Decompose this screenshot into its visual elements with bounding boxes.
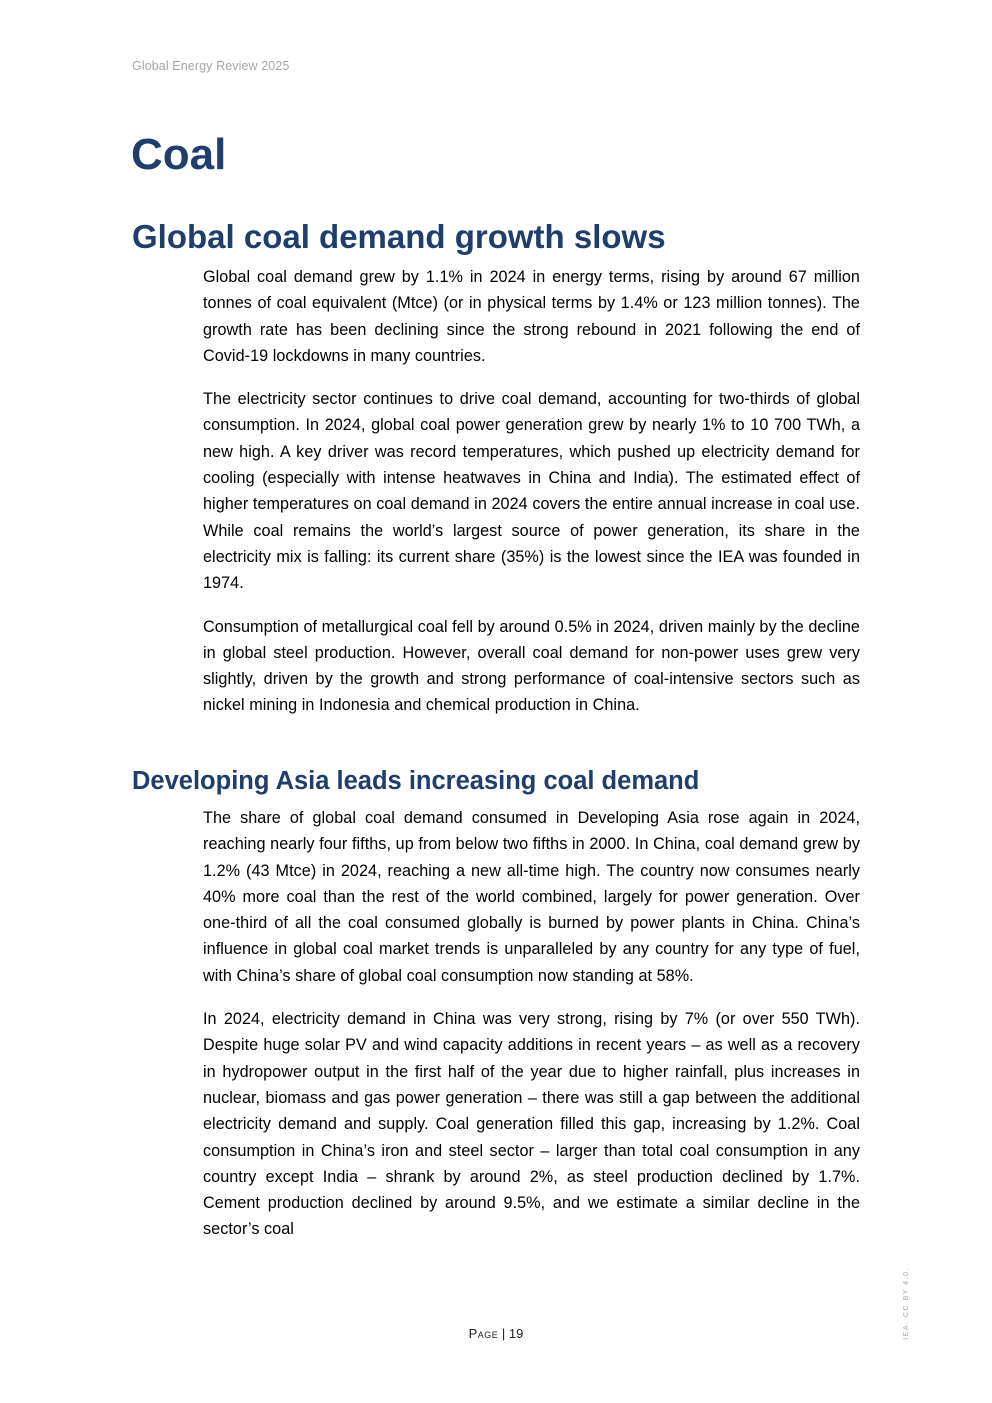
page-label: Page <box>468 1326 499 1341</box>
license-note: IEA. CC BY 4.0. <box>902 1267 910 1340</box>
section-global-coal-demand <box>132 216 860 736</box>
section-heading: Global coal demand growth slows <box>132 218 666 255</box>
paragraph: In 2024, electricity demand in China was very strong, rising by 7% (or over 550 TWh). Despite huge solar PV and wind capacity additions in recent years – as well as a recovery in hydropower output in the first half of the year due to higher rainfall, plus increases in nuclear, biomass and gas power generation – there was still a gap between the additional electricity demand and supply. Coal generation filled this gap, increasing by 1.2%. Coal consumption in China’s iron and steel sector – larger than total coal consumption in any country except India – shrank by around 2%, as steel production declined by 1.7%. Cement production declined by around 9.5%, and we estimate a similar decline in the sector’s coal <box>203 1010 860 1239</box>
chapter-title: Coal <box>131 130 227 179</box>
page-separator: | <box>501 1326 506 1341</box>
paragraph: The electricity sector continues to drive coal demand, accounting for two-thirds of global consumption. In 2024, global coal power generation grew by nearly 1% to 10 700 TWh, a new high. A key driver was record temperatures, which pushed up electricity demand for cooling (especially with intense heatwaves in China and India). The estimated effect of higher temperatures on coal demand in 2024 covers the entire annual increase in coal use. While coal remains the world’s largest source of power generation, its share in the electricity mix is falling: its current share (35%) is the lowest since the IEA was founded in 1974. <box>203 390 860 593</box>
section-body <box>203 805 860 1243</box>
page-number: 19 <box>508 1326 524 1341</box>
section-developing-asia <box>132 765 860 1260</box>
running-header: Global Energy Review 2025 <box>132 59 290 73</box>
paragraph: Global coal demand grew by 1.1% in 2024 in energy terms, rising by around 67 million tonnes of coal equivalent (Mtce) (or in physical terms by 1.4% or 123 million tonnes). The growth rate has been declining since the strong rebound in 2021 following the end of Covid-19 lockdowns in many countries. <box>203 268 860 365</box>
section-heading: Developing Asia leads increasing coal demand <box>132 767 700 795</box>
paragraph: Consumption of metallurgical coal fell by around 0.5% in 2024, driven mainly by the decline in global steel production. However, overall coal demand for non-power uses grew very slightly, driven by the growth and strong performance of coal-intensive sectors such as nickel mining in Indonesia and chemical production in China. <box>203 617 860 715</box>
section-body <box>203 264 860 719</box>
page-footer <box>0 1326 992 1341</box>
paragraph: The share of global coal demand consumed in Developing Asia rose again in 2024, reaching nearly four fifths, up from below two fifths in 2000. In China, coal demand grew by 1.2% (43 Mtce) in 2024, reaching a new all-time high. The country now consumes nearly 40% more coal than the rest of the world combined, largely for power generation. Over one-third of all the coal consumed globally is burned by power plants in China. China’s influence in global coal market trends is unparalleled by any country for any type of fuel, with China’s share of global coal consumption now standing at 58%. <box>203 809 860 985</box>
